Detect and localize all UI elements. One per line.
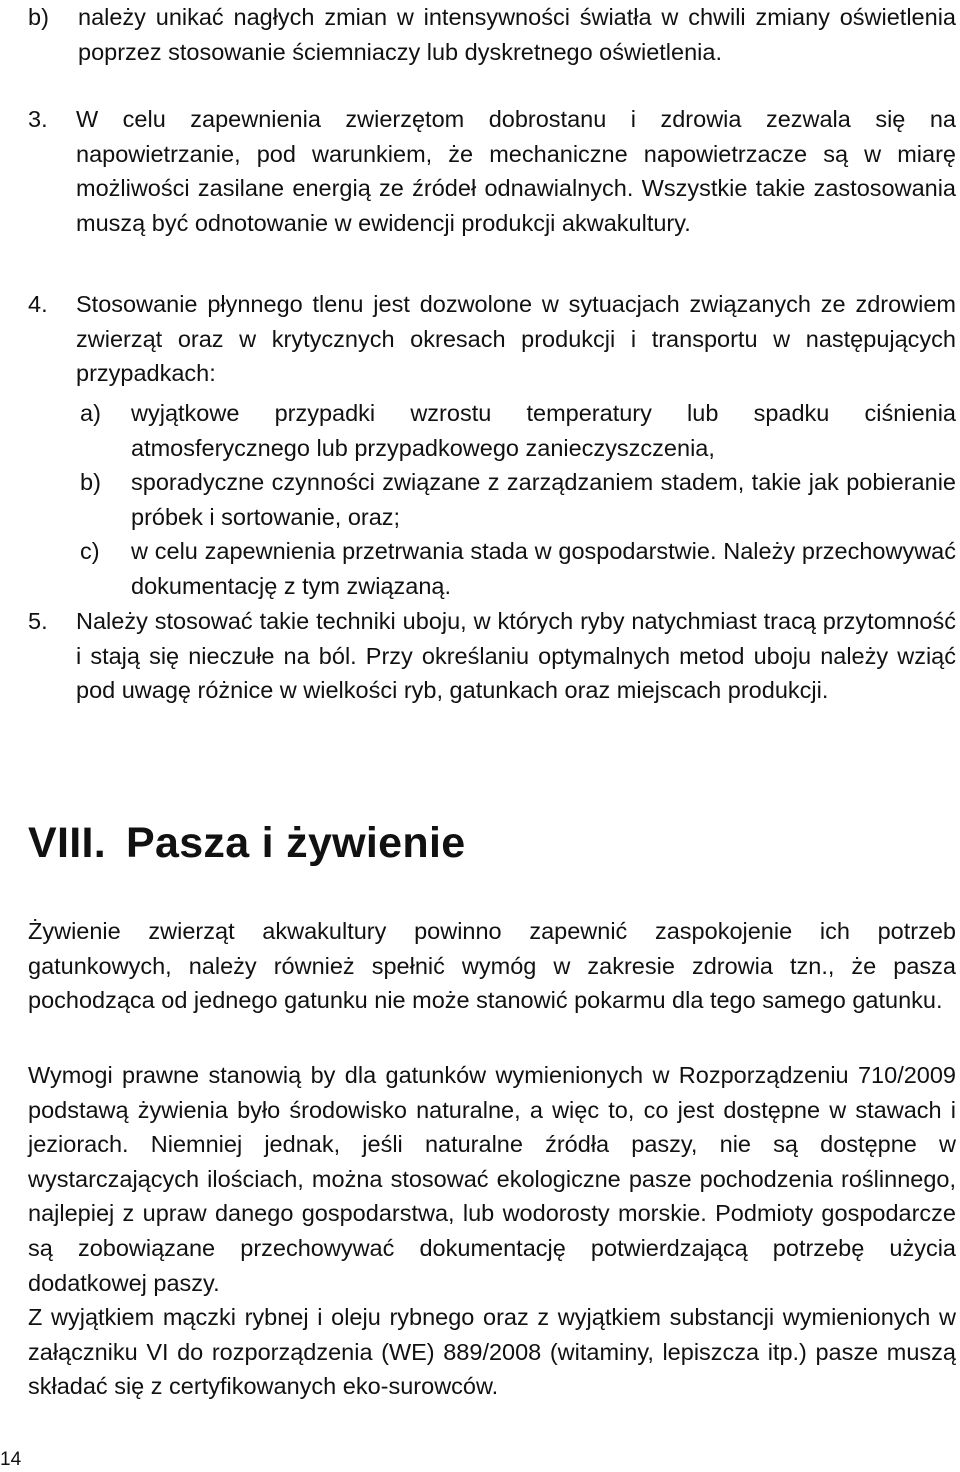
- page-number: 14: [0, 1449, 22, 1470]
- item-5-label: 5.: [28, 608, 48, 634]
- section-title: Pasza i żywienie: [126, 819, 466, 867]
- item-4b-label: b): [80, 469, 101, 495]
- paragraph-3: Z wyjątkiem mączki rybnej i oleju rybnego oraz z wyjątkiem substancji wymienionych w załączniku VI do rozporządzenia (WE) 889/2008 (witaminy, lepiszcza itp.) pasze muszą składać się z certyfikowanych eko-surowców.: [28, 1304, 956, 1400]
- item-3-label: 3.: [28, 106, 48, 132]
- paragraph-2: Wymogi prawne stanowią by dla gatunków wymienionych w Rozporządzeniu 710/2009 podstawą żywienia było środowisko naturalne, a więc to, co jest dostępne w stawach i jeziorach. Niemniej jednak, jeśli naturalne źródła paszy, nie są dostępne w wystarczających ilościach, można stosować ekologiczne pasze pochodzenia roślinnego, najlepiej z upraw danego gospodarstwa, lub wodorosty morskie. Podmioty gospodarcze są zobowiązane przechowywać dokumentację potwierdzającą potrzebę użycia dodatkowej paszy.: [28, 1062, 956, 1296]
- item-4-label: 4.: [28, 291, 48, 317]
- paragraph-1: Żywienie zwierząt akwakultury powinno zapewnić zaspokojenie ich potrzeb gatunkowych, należy również spełnić wymóg w zakresie zdrowia tzn., że pasza pochodząca od jednego gatunku nie może stanowić pokarmu dla tego samego gatunku.: [28, 918, 956, 1014]
- section-heading: [28, 816, 465, 870]
- item-3-text: W celu zapewnienia zwierzętom dobrostanu i zdrowia zezwala się na napowietrzanie, pod warunkiem, że mechaniczne napowietrzacze są w miarę możliwości zasilane energią ze źródeł odnawialnych. Wszystkie takie zastosowania muszą być odnotowanie w ewidencji produkcji akwakultury.: [76, 106, 956, 236]
- item-4-text: Stosowanie płynnego tlenu jest dozwolone w sytuacjach związanych ze zdrowiem zwierząt oraz w krytycznych okresach produkcji i transportu w następujących przypadkach:: [76, 291, 956, 387]
- item-4c-text: w celu zapewnienia przetrwania stada w gospodarstwie. Należy przechowywać dokumentację z tym związaną.: [131, 538, 956, 599]
- item-b-label: b): [28, 4, 49, 30]
- section-number: VIII.: [28, 819, 106, 867]
- item-4a-text: wyjątkowe przypadki wzrostu temperatury lub spadku ciśnienia atmosferycznego lub przypadkowego zanieczyszczenia,: [131, 400, 956, 461]
- item-4a-label: a): [80, 400, 101, 426]
- item-5-text: Należy stosować takie techniki uboju, w których ryby natychmiast tracą przytomność i stają się nieczułe na ból. Przy określaniu optymalnych metod uboju należy wziąć pod uwagę różnice w wielkości ryb, gatunkach oraz miejscach produkcji.: [76, 608, 956, 704]
- item-4c-label: c): [80, 538, 100, 564]
- item-4b-text: sporadyczne czynności związane z zarządzaniem stadem, takie jak pobieranie próbek i sortowanie, oraz;: [131, 469, 956, 530]
- item-b-text: należy unikać nagłych zmian w intensywności światła w chwili zmiany oświetlenia poprzez stosowanie ściemniaczy lub dyskretnego oświetlenia.: [78, 4, 956, 65]
